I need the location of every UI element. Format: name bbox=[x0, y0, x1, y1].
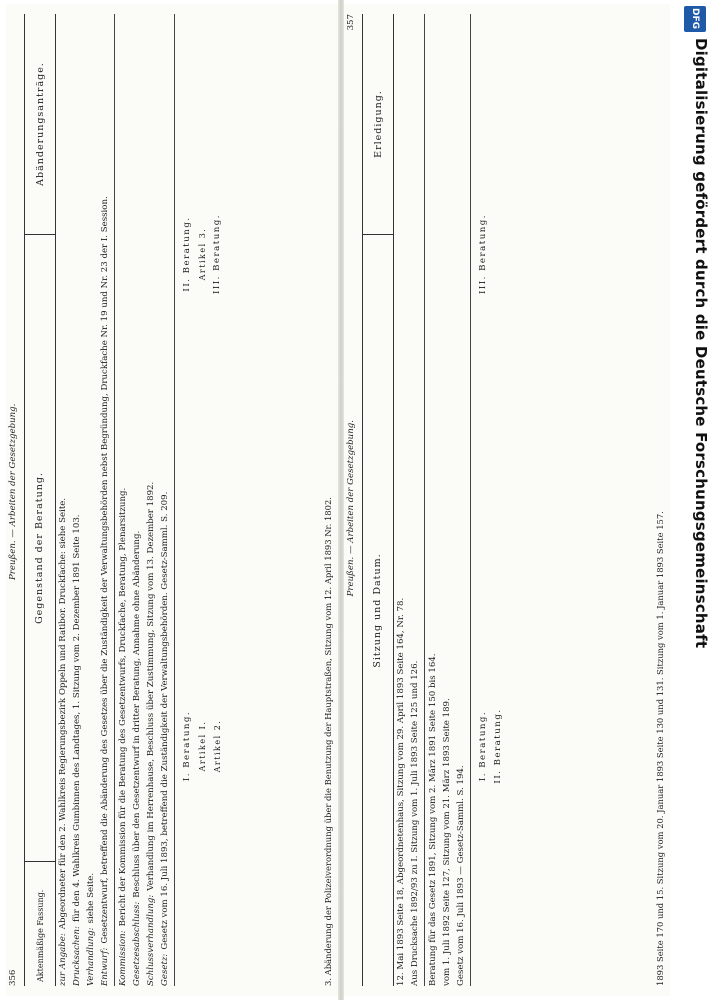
right-page bbox=[344, 4, 670, 996]
watermark-text: Digitalisierung gefördert durch die Deutsche Forschungsgemeinschaft bbox=[692, 38, 710, 649]
left-page bbox=[6, 4, 338, 996]
entry: vom 1. Juli 1892 Seite 127, Sitzung vom 21. März 1893 Seite 189. bbox=[442, 698, 452, 986]
article-heading: Artikel 2. bbox=[213, 719, 222, 773]
entry: Drucksachen:für den 4. Wahlkreis Gumbinnen des Landtages, 1. Sitzung vom 2. Dezember 1891 Seite 103. bbox=[72, 514, 82, 986]
entry: Verhandlung:siehe Seite. bbox=[86, 872, 96, 986]
page-number: 357 bbox=[346, 14, 356, 31]
column-header: Abänderungsanträge. bbox=[34, 62, 46, 186]
section-heading: II. Beratung. bbox=[182, 216, 192, 292]
bottom-line: 3. Abänderung der Polizeiverordnung über die Benutzung der Hauptstraßen, Sitzung vom 12. April 1893 Nr. 1802. bbox=[323, 497, 333, 986]
entry: Schlussverhandlung:Verhandlung im Herrenhause, Beschluss über Zustimmung, Sitzung vom 13. Dezember 1892. bbox=[146, 481, 156, 986]
section-heading: I. Beratung. bbox=[478, 710, 488, 782]
running-head bbox=[8, 14, 22, 986]
page-body bbox=[396, 14, 662, 986]
entry: Kommission:Bericht der Kommission für die Beratung des Gesetzentwurfs, Druckfache, Beratung, Plenarsitzung. bbox=[118, 487, 128, 986]
section-heading: III. Beratung. bbox=[212, 213, 222, 295]
article-heading: Artikel 3. bbox=[198, 227, 207, 281]
dfg-logo-icon: DFG bbox=[684, 6, 706, 32]
column-header: Erledigung. bbox=[372, 90, 384, 158]
entry: Gesetzesabschluss:Beschluss über den Gesetzentwurf in dritter Beratung, Annahme ohne Abänderung. bbox=[132, 530, 142, 986]
section-heading: III. Beratung. bbox=[478, 213, 488, 295]
column-header-row bbox=[362, 14, 394, 986]
entry: Aus Drucksache 1892/93 zu I. Sitzung vom 1. Juli 1893 Seite 125 und 126. bbox=[410, 660, 420, 986]
section-heading: I. Beratung. bbox=[182, 710, 192, 782]
page-body bbox=[58, 14, 330, 986]
column-header: Sitzung und Datum. bbox=[363, 234, 393, 986]
article-heading: Artikel I. bbox=[198, 720, 207, 772]
column-header: Gegenstand der Beratung. bbox=[25, 234, 55, 862]
running-head-title: Preußen. — Arbeiten der Gesetzgebung. bbox=[346, 420, 356, 597]
section-heading: II. Beratung. bbox=[493, 708, 503, 784]
entry: Gesetz:Gesetz vom 16. Juli 1893, betreffend die Zuständigkeit der Verwaltungsbehörden. Gesetz-Samml. S. 209. bbox=[160, 491, 170, 986]
watermark-strip bbox=[672, 0, 712, 1000]
running-head bbox=[346, 14, 360, 986]
entry: Beratung für das Gesetz 1891, Sitzung vom 2. März 1891 Seite 150 bis 164. bbox=[428, 653, 438, 986]
column-header-row bbox=[24, 14, 56, 986]
entry: zur Angabe:Abgeordneter für den 2. Wahlkreis Regierungsbezirk Oppeln und Ratibor. Druckfache: siehe Seite. bbox=[58, 497, 68, 986]
bottom-line: 1893 Seite 170 und 15. Sitzung vom 20. Januar 1893 Seite 130 und 131. Sitzung vom 1. Januar 1893 Seite 157. bbox=[655, 511, 665, 986]
running-head-title: Preußen. — Arbeiten der Gesetzgebung. bbox=[8, 403, 18, 580]
entry: 12. Mai 1893 Seite 18, Abgeordnetenhaus, Sitzung vom 29. April 1893 Seite 164, Nr. 78. bbox=[396, 597, 406, 986]
column-header: Aktenmäßige Fassung. bbox=[35, 889, 45, 982]
page-number: 356 bbox=[8, 969, 18, 986]
entry: Gesetz vom 16. Juli 1893 — Gesetz-Samml. S. 194. bbox=[456, 765, 466, 986]
entry: Entwurf:Gesetzentwurf, betreffend die Abänderung des Gesetzes über die Zuständigkeit der Verwaltungsbehörden nebst Begründung, Druckfache Nr. 19 und Nr. 23 der I. Session. bbox=[100, 196, 110, 986]
